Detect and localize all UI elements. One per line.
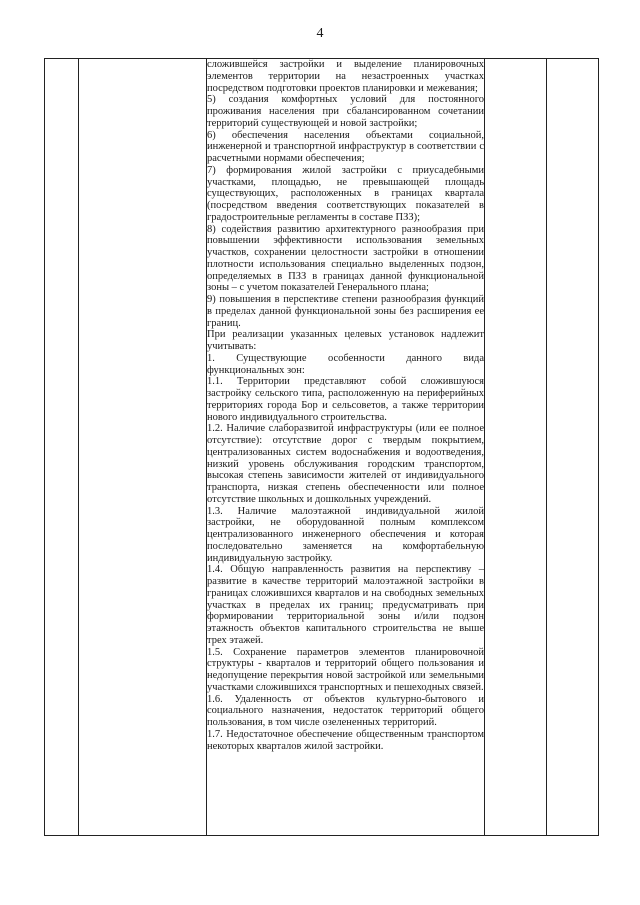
table-row <box>45 59 599 836</box>
paragraph: 1.7. Недостаточное обеспечение общественным транспортом некоторых кварталов жилой застройки. <box>207 728 484 752</box>
table-cell-empty <box>485 59 547 836</box>
paragraph: 9) повышения в перспективе степени разнообразия функций в пределах данной функциональной зоны без расширения ее границ. <box>207 294 484 329</box>
paragraph: 1.1. Территории представляют собой сложившуюся застройку сельского типа, расположенную на периферийных территориях города Бор и сельсоветов, а также территории нового индивидуального строительства. <box>207 376 484 423</box>
paragraph: 1. Существующие особенности данного вида функциональных зон: <box>207 352 484 376</box>
paragraph: При реализации указанных целевых установок надлежит учитывать: <box>207 329 484 352</box>
table-cell-zone <box>79 59 207 836</box>
paragraph: сложившейся застройки и выделение планировочных элементов территории на незастроенных участках посредством подготовки проектов планировки и межевания; <box>207 59 484 94</box>
table-cell-number <box>45 59 79 836</box>
table-cell-description <box>207 59 485 836</box>
paragraph: 8) содействия развитию архитектурного разнообразия при повышении эффективности использования земельных участков, сохранении целостности застройки в отношении плотности использования специально выделенных подзон, определяемых в ПЗЗ в границах данной функциональной зоны – с учетом показателей Генерального плана; <box>207 223 484 294</box>
document-table <box>44 58 599 836</box>
page-number: 4 <box>316 26 324 41</box>
paragraph: 6) обеспечения населения объектами социальной, инженерной и транспортной инфраструктур в соответствии с расчетными нормами обеспечения; <box>207 129 484 164</box>
paragraph: 1.4. Общую направленность развития на перспективу – развитие в качестве территорий малоэтажной застройки в границах сложившихся кварталов и на свободных земельных участках в пределах их границ; предусматривать при формировании территориальной зоны и/или подзон этажность объектов капитального строительства не выше трех этажей. <box>207 564 484 646</box>
paragraph: 5) создания комфортных условий для постоянного проживания населения при сбалансированном сочетании территорий существующей и новой застройки; <box>207 94 484 129</box>
paragraph: 1.2. Наличие слаборазвитой инфраструктуры (или ее полное отсутствие): отсутствие дорог с твердым покрытием, централизованных систем водоснабжения и водоотведения, низкий уровень обслуживания городским транспортом, высокая степень зависимости жителей от индивидуального транспорта, низкая степень обеспеченности или полное отсутствие школьных и дошкольных учреждений. <box>207 423 484 505</box>
paragraph: 1.3. Наличие малоэтажной индивидуальной жилой застройки, не оборудованной полным комплексом централизованного инженерного обеспечения и которая последовательно заменяется на комфортабельную индивидуальную застройку. <box>207 505 484 564</box>
paragraph: 7) формирования жилой застройки с приусадебными участками, площадью, не превышающей площадь существующих, расположенных в границах квартала (посредством введения соответствующих показателей в градостроительные регламенты в составе ПЗЗ); <box>207 164 484 223</box>
paragraph: 1.6. Удаленность от объектов культурно-бытового и социального назначения, недостаток территорий общего пользования, в том числе озелененных территорий. <box>207 693 484 728</box>
table-cell-empty <box>547 59 599 836</box>
paragraph: 1.5. Сохранение параметров элементов планировочной структуры - кварталов и территорий общего пользования и недопущение перекрытия новой застройкой или земельными участками сложившихся транспортных и пешеходных связей. <box>207 646 484 693</box>
